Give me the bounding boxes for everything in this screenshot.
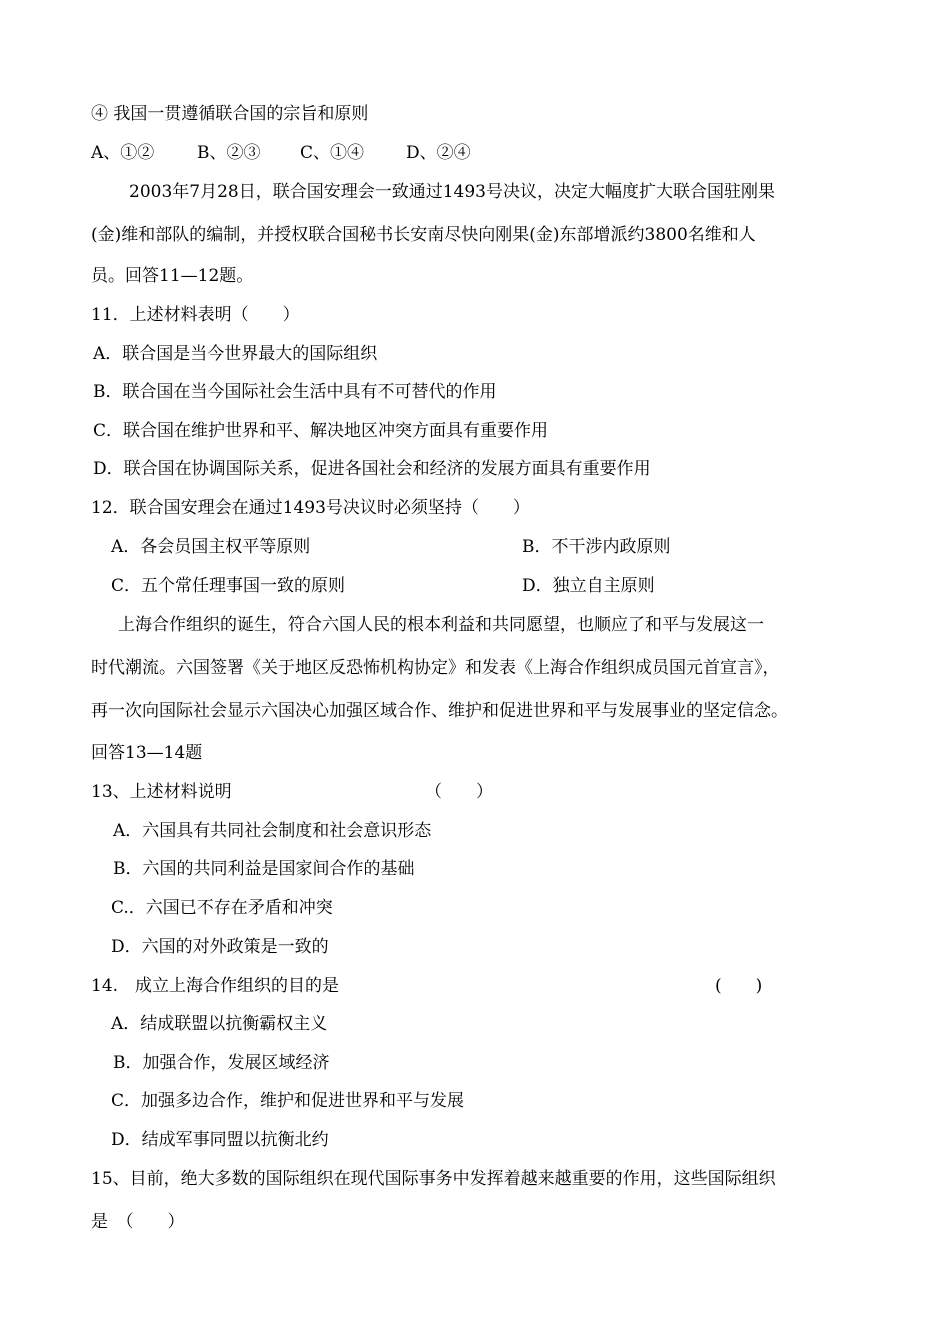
material-2-line-2: 时代潮流。六国签署《关于地区反恐怖机构协定》和发表《上海合作组织成员国元首宣言》，	[91, 658, 780, 678]
statement-4: ④ 我国一贯遵循联合国的宗旨和原则	[91, 104, 369, 124]
material-1-line-2: (金)维和部队的编制，并授权联合国秘书长安南尽快向刚果(金)东部增派约3800名维和人	[91, 225, 756, 245]
q13-option-c: C.．六国已不存在矛盾和冲突	[111, 898, 333, 918]
q13-stem: 13、上述材料说明	[91, 782, 232, 802]
q11-option-b: B．联合国在当今国际社会生活中具有不可替代的作用	[93, 382, 497, 402]
q14-option-b: B．加强合作，发展区域经济	[113, 1053, 330, 1073]
q14-option-a: A．结成联盟以抗衡霸权主义	[111, 1014, 328, 1034]
material-2-line-1: 上海合作组织的诞生，符合六国人民的根本利益和共同愿望，也顺应了和平与发展这一	[118, 615, 764, 635]
q12-option-b: B．不干涉内政原则	[522, 537, 671, 557]
q11-stem: 11．上述材料表明（ ）	[91, 305, 300, 325]
q12-option-c: C．五个常任理事国一致的原则	[111, 576, 346, 596]
q14-option-c: C．加强多边合作，维护和促进世界和平与发展	[111, 1091, 465, 1111]
q14-stem: 14. 成立上海合作组织的目的是	[91, 976, 340, 996]
q10-option-b: B、②③	[197, 143, 261, 163]
q10-option-d: D、②④	[406, 143, 471, 163]
material-1-line-1: 2003年7月28日，联合国安理会一致通过1493号决议，决定大幅度扩大联合国驻刚果	[129, 182, 775, 202]
material-2-line-3: 再一次向国际社会显示六国决心加强区域合作、维护和促进世界和平与发展事业的坚定信念。	[91, 701, 788, 721]
q15-line-2: 是 （ ）	[91, 1212, 185, 1232]
q13-option-b: B．六国的共同利益是国家间合作的基础	[113, 859, 415, 879]
q13-option-d: D．六国的对外政策是一致的	[111, 937, 329, 957]
q12-stem: 12．联合国安理会在通过1493号决议时必须坚持（ ）	[91, 498, 530, 518]
q13-answer-paren: （ ）	[425, 782, 493, 802]
q14-answer-paren: ( )	[715, 976, 763, 996]
q12-option-a: A．各会员国主权平等原则	[111, 537, 311, 557]
q10-option-c: C、①④	[300, 143, 365, 163]
q11-option-c: C．联合国在维护世界和平、解决地区冲突方面具有重要作用	[93, 421, 549, 441]
material-1-line-3: 员。回答11—12题。	[91, 266, 254, 286]
q12-option-d: D．独立自主原则	[522, 576, 655, 596]
q10-option-a: A、①②	[91, 143, 155, 163]
q13-option-a: A．六国具有共同社会制度和社会意识形态	[113, 821, 432, 841]
q14-option-d: D．结成军事同盟以抗衡北约	[111, 1130, 329, 1150]
material-2-line-4: 回答13—14题	[91, 743, 203, 763]
q11-option-d: D．联合国在协调国际关系，促进各国社会和经济的发展方面具有重要作用	[93, 459, 651, 479]
q11-option-a: A．联合国是当今世界最大的国际组织	[93, 344, 378, 364]
q15-line-1: 15、目前，绝大多数的国际组织在现代国际事务中发挥着越来越重要的作用，这些国际组织	[91, 1169, 776, 1189]
